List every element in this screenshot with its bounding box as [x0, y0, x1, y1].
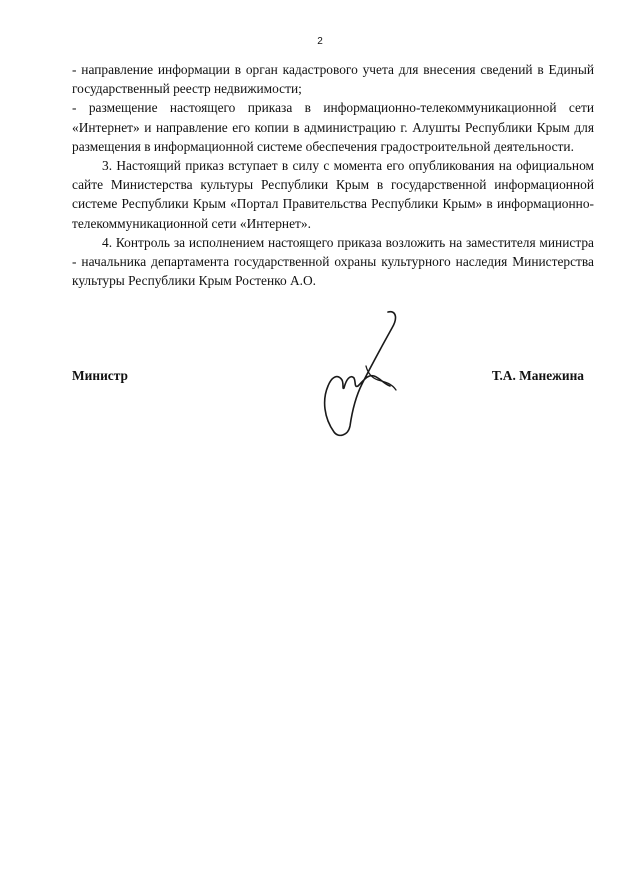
paragraph-cadastral: - направление информации в орган кадастрового учета для внесения сведений в Единый государственный реестр недвижимости; [72, 62, 594, 97]
paragraph-publication-internet: - размещение настоящего приказа в информационно-телекоммуникационной сети «Интернет» и направление его копии в администрацию г. Алушты Республики Крым для размещения в информационной системе обеспечения градостроительной деятельности. [72, 100, 594, 154]
signer-position: Министр [72, 368, 128, 383]
handwritten-signature [316, 308, 416, 448]
document-body [72, 60, 594, 290]
paragraph-clause-4: 4. Контроль за исполнением настоящего приказа возложить на заместителя министра - начальника департамента государственной охраны культурного наследия Министерства культуры Республики Крым Ростенко А.О. [72, 234, 594, 289]
signature-block [72, 364, 584, 464]
signer-name: Т.А. Манежина [491, 368, 584, 383]
page-number: 2 [317, 36, 323, 47]
paragraph-clause-3: 3. Настоящий приказ вступает в силу с момента его опубликования на официальном сайте Министерства культуры Республики Крым в государственной информационной системе Республики Крым «Портал Правительства Республики Крым» в информационно-телекоммуникационной сети «Интернет». [72, 158, 594, 231]
